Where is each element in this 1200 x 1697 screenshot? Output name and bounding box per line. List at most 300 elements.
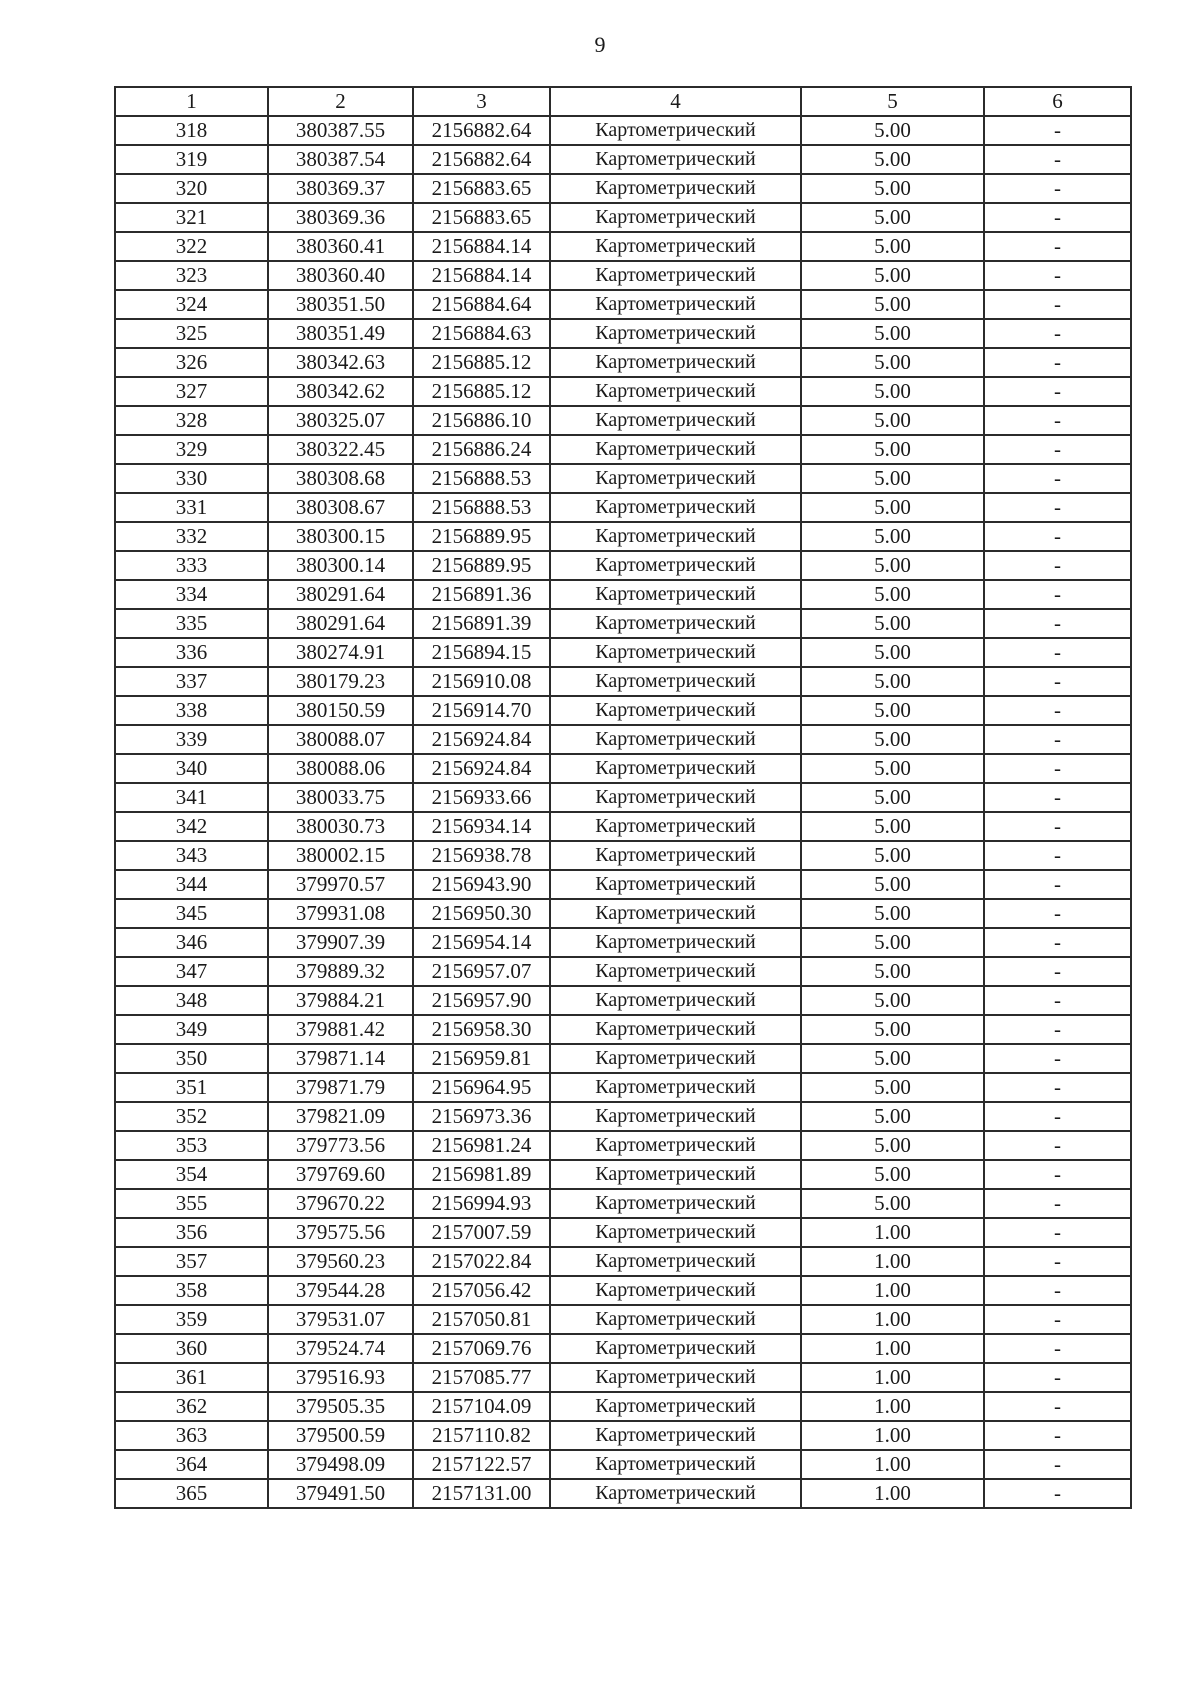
point-number-cell: 356 (115, 1218, 268, 1247)
x-coordinate-cell: 380369.37 (268, 174, 413, 203)
table-row (115, 1160, 1131, 1189)
method-cell: Картометрический (550, 203, 801, 232)
table-row (115, 899, 1131, 928)
point-number-cell: 337 (115, 667, 268, 696)
point-number-cell: 354 (115, 1160, 268, 1189)
table-row (115, 1247, 1131, 1276)
method-cell: Картометрический (550, 754, 801, 783)
coordinates-table (114, 86, 1132, 1509)
accuracy-cell: 5.00 (801, 957, 984, 986)
accuracy-cell: 5.00 (801, 841, 984, 870)
accuracy-cell: 5.00 (801, 667, 984, 696)
table-row (115, 203, 1131, 232)
x-coordinate-cell: 379907.39 (268, 928, 413, 957)
x-coordinate-cell: 379970.57 (268, 870, 413, 899)
x-coordinate-cell: 379881.42 (268, 1015, 413, 1044)
method-cell: Картометрический (550, 406, 801, 435)
table-row (115, 116, 1131, 145)
point-number-cell: 348 (115, 986, 268, 1015)
table-row (115, 1073, 1131, 1102)
x-coordinate-cell: 379516.93 (268, 1363, 413, 1392)
accuracy-cell: 5.00 (801, 1131, 984, 1160)
accuracy-cell: 1.00 (801, 1247, 984, 1276)
x-coordinate-cell: 379931.08 (268, 899, 413, 928)
table-body (115, 116, 1131, 1508)
table-row (115, 406, 1131, 435)
x-coordinate-cell: 380342.63 (268, 348, 413, 377)
description-cell: - (984, 1073, 1131, 1102)
point-number-cell: 323 (115, 261, 268, 290)
point-number-cell: 325 (115, 319, 268, 348)
accuracy-cell: 5.00 (801, 1102, 984, 1131)
y-coordinate-cell: 2156891.39 (413, 609, 550, 638)
table-row (115, 580, 1131, 609)
table-row (115, 725, 1131, 754)
point-number-cell: 339 (115, 725, 268, 754)
table-row (115, 667, 1131, 696)
y-coordinate-cell: 2156882.64 (413, 145, 550, 174)
x-coordinate-cell: 379498.09 (268, 1450, 413, 1479)
point-number-cell: 320 (115, 174, 268, 203)
table-row (115, 1334, 1131, 1363)
point-number-cell: 328 (115, 406, 268, 435)
table-row (115, 145, 1131, 174)
description-cell: - (984, 1421, 1131, 1450)
y-coordinate-cell: 2156964.95 (413, 1073, 550, 1102)
point-number-cell: 335 (115, 609, 268, 638)
description-cell: - (984, 493, 1131, 522)
accuracy-cell: 5.00 (801, 232, 984, 261)
y-coordinate-cell: 2156910.08 (413, 667, 550, 696)
point-number-cell: 349 (115, 1015, 268, 1044)
point-number-cell: 360 (115, 1334, 268, 1363)
method-cell: Картометрический (550, 1392, 801, 1421)
x-coordinate-cell: 380360.40 (268, 261, 413, 290)
y-coordinate-cell: 2156883.65 (413, 174, 550, 203)
accuracy-cell: 1.00 (801, 1218, 984, 1247)
point-number-cell: 326 (115, 348, 268, 377)
description-cell: - (984, 464, 1131, 493)
method-cell: Картометрический (550, 1363, 801, 1392)
x-coordinate-cell: 379871.79 (268, 1073, 413, 1102)
description-cell: - (984, 1334, 1131, 1363)
method-cell: Картометрический (550, 261, 801, 290)
y-coordinate-cell: 2156884.14 (413, 232, 550, 261)
x-coordinate-cell: 380342.62 (268, 377, 413, 406)
accuracy-cell: 5.00 (801, 638, 984, 667)
table-row (115, 522, 1131, 551)
method-cell: Картометрический (550, 1247, 801, 1276)
table-row (115, 928, 1131, 957)
method-cell: Картометрический (550, 145, 801, 174)
table-row (115, 1102, 1131, 1131)
method-cell: Картометрический (550, 638, 801, 667)
point-number-cell: 324 (115, 290, 268, 319)
table-row (115, 290, 1131, 319)
page-number: 9 (594, 32, 606, 57)
y-coordinate-cell: 2156891.36 (413, 580, 550, 609)
description-cell: - (984, 1015, 1131, 1044)
table-header (115, 87, 1131, 116)
x-coordinate-cell: 379773.56 (268, 1131, 413, 1160)
accuracy-cell: 5.00 (801, 783, 984, 812)
y-coordinate-cell: 2156884.63 (413, 319, 550, 348)
description-cell: - (984, 754, 1131, 783)
point-number-cell: 346 (115, 928, 268, 957)
point-number-cell: 351 (115, 1073, 268, 1102)
y-coordinate-cell: 2156883.65 (413, 203, 550, 232)
accuracy-cell: 5.00 (801, 812, 984, 841)
method-cell: Картометрический (550, 319, 801, 348)
x-coordinate-cell: 380033.75 (268, 783, 413, 812)
header-row (115, 87, 1131, 116)
description-cell: - (984, 145, 1131, 174)
method-cell: Картометрический (550, 174, 801, 203)
table-row (115, 696, 1131, 725)
y-coordinate-cell: 2156886.24 (413, 435, 550, 464)
point-number-cell: 322 (115, 232, 268, 261)
method-cell: Картометрический (550, 609, 801, 638)
accuracy-cell: 5.00 (801, 464, 984, 493)
y-coordinate-cell: 2157050.81 (413, 1305, 550, 1334)
description-cell: - (984, 986, 1131, 1015)
table-row (115, 1218, 1131, 1247)
point-number-cell: 353 (115, 1131, 268, 1160)
point-number-cell: 332 (115, 522, 268, 551)
description-cell: - (984, 174, 1131, 203)
y-coordinate-cell: 2156938.78 (413, 841, 550, 870)
point-number-cell: 347 (115, 957, 268, 986)
description-cell: - (984, 667, 1131, 696)
description-cell: - (984, 928, 1131, 957)
description-cell: - (984, 348, 1131, 377)
header-cell-1: 1 (115, 87, 268, 116)
x-coordinate-cell: 380369.36 (268, 203, 413, 232)
x-coordinate-cell: 380308.67 (268, 493, 413, 522)
accuracy-cell: 5.00 (801, 870, 984, 899)
y-coordinate-cell: 2156934.14 (413, 812, 550, 841)
method-cell: Картометрический (550, 377, 801, 406)
method-cell: Картометрический (550, 1189, 801, 1218)
method-cell: Картометрический (550, 812, 801, 841)
method-cell: Картометрический (550, 1073, 801, 1102)
accuracy-cell: 5.00 (801, 1189, 984, 1218)
description-cell: - (984, 116, 1131, 145)
description-cell: - (984, 638, 1131, 667)
header-cell-4: 4 (550, 87, 801, 116)
method-cell: Картометрический (550, 783, 801, 812)
description-cell: - (984, 812, 1131, 841)
x-coordinate-cell: 380291.64 (268, 580, 413, 609)
point-number-cell: 345 (115, 899, 268, 928)
x-coordinate-cell: 380088.06 (268, 754, 413, 783)
method-cell: Картометрический (550, 290, 801, 319)
y-coordinate-cell: 2157069.76 (413, 1334, 550, 1363)
method-cell: Картометрический (550, 1218, 801, 1247)
accuracy-cell: 5.00 (801, 493, 984, 522)
description-cell: - (984, 899, 1131, 928)
point-number-cell: 338 (115, 696, 268, 725)
point-number-cell: 319 (115, 145, 268, 174)
x-coordinate-cell: 380351.49 (268, 319, 413, 348)
method-cell: Картометрический (550, 116, 801, 145)
table-row (115, 1044, 1131, 1073)
y-coordinate-cell: 2156957.07 (413, 957, 550, 986)
point-number-cell: 343 (115, 841, 268, 870)
accuracy-cell: 5.00 (801, 986, 984, 1015)
table-row (115, 1015, 1131, 1044)
description-cell: - (984, 725, 1131, 754)
point-number-cell: 350 (115, 1044, 268, 1073)
point-number-cell: 344 (115, 870, 268, 899)
method-cell: Картометрический (550, 232, 801, 261)
description-cell: - (984, 609, 1131, 638)
accuracy-cell: 5.00 (801, 377, 984, 406)
point-number-cell: 331 (115, 493, 268, 522)
description-cell: - (984, 203, 1131, 232)
method-cell: Картометрический (550, 957, 801, 986)
y-coordinate-cell: 2157110.82 (413, 1421, 550, 1450)
description-cell: - (984, 1305, 1131, 1334)
description-cell: - (984, 377, 1131, 406)
accuracy-cell: 5.00 (801, 406, 984, 435)
x-coordinate-cell: 380360.41 (268, 232, 413, 261)
description-cell: - (984, 435, 1131, 464)
x-coordinate-cell: 379500.59 (268, 1421, 413, 1450)
table-row (115, 348, 1131, 377)
header-cell-2: 2 (268, 87, 413, 116)
x-coordinate-cell: 379575.56 (268, 1218, 413, 1247)
x-coordinate-cell: 379821.09 (268, 1102, 413, 1131)
description-cell: - (984, 232, 1131, 261)
table-row (115, 1450, 1131, 1479)
y-coordinate-cell: 2156888.53 (413, 464, 550, 493)
point-number-cell: 340 (115, 754, 268, 783)
x-coordinate-cell: 379889.32 (268, 957, 413, 986)
table-row (115, 174, 1131, 203)
point-number-cell: 352 (115, 1102, 268, 1131)
description-cell: - (984, 1479, 1131, 1508)
y-coordinate-cell: 2157007.59 (413, 1218, 550, 1247)
method-cell: Картометрический (550, 522, 801, 551)
accuracy-cell: 5.00 (801, 1073, 984, 1102)
method-cell: Картометрический (550, 1044, 801, 1073)
accuracy-cell: 5.00 (801, 203, 984, 232)
accuracy-cell: 5.00 (801, 725, 984, 754)
accuracy-cell: 1.00 (801, 1305, 984, 1334)
description-cell: - (984, 1276, 1131, 1305)
accuracy-cell: 5.00 (801, 174, 984, 203)
y-coordinate-cell: 2156885.12 (413, 377, 550, 406)
point-number-cell: 358 (115, 1276, 268, 1305)
accuracy-cell: 5.00 (801, 928, 984, 957)
table-row (115, 1189, 1131, 1218)
table-row (115, 1131, 1131, 1160)
method-cell: Картометрический (550, 1305, 801, 1334)
x-coordinate-cell: 379560.23 (268, 1247, 413, 1276)
method-cell: Картометрический (550, 1160, 801, 1189)
accuracy-cell: 5.00 (801, 116, 984, 145)
y-coordinate-cell: 2156973.36 (413, 1102, 550, 1131)
y-coordinate-cell: 2156933.66 (413, 783, 550, 812)
description-cell: - (984, 580, 1131, 609)
method-cell: Картометрический (550, 1276, 801, 1305)
y-coordinate-cell: 2156924.84 (413, 725, 550, 754)
method-cell: Картометрический (550, 928, 801, 957)
x-coordinate-cell: 379505.35 (268, 1392, 413, 1421)
accuracy-cell: 5.00 (801, 609, 984, 638)
method-cell: Картометрический (550, 1102, 801, 1131)
point-number-cell: 355 (115, 1189, 268, 1218)
point-number-cell: 321 (115, 203, 268, 232)
y-coordinate-cell: 2156889.95 (413, 551, 550, 580)
table-row (115, 464, 1131, 493)
accuracy-cell: 5.00 (801, 1044, 984, 1073)
x-coordinate-cell: 380387.54 (268, 145, 413, 174)
x-coordinate-cell: 379524.74 (268, 1334, 413, 1363)
table-row (115, 261, 1131, 290)
accuracy-cell: 5.00 (801, 290, 984, 319)
point-number-cell: 361 (115, 1363, 268, 1392)
y-coordinate-cell: 2156958.30 (413, 1015, 550, 1044)
method-cell: Картометрический (550, 580, 801, 609)
method-cell: Картометрический (550, 667, 801, 696)
y-coordinate-cell: 2156882.64 (413, 116, 550, 145)
accuracy-cell: 1.00 (801, 1363, 984, 1392)
accuracy-cell: 1.00 (801, 1334, 984, 1363)
description-cell: - (984, 1044, 1131, 1073)
table-row (115, 1305, 1131, 1334)
y-coordinate-cell: 2156981.89 (413, 1160, 550, 1189)
method-cell: Картометрический (550, 348, 801, 377)
accuracy-cell: 5.00 (801, 1160, 984, 1189)
table-row (115, 609, 1131, 638)
y-coordinate-cell: 2156888.53 (413, 493, 550, 522)
accuracy-cell: 5.00 (801, 348, 984, 377)
description-cell: - (984, 319, 1131, 348)
point-number-cell: 359 (115, 1305, 268, 1334)
y-coordinate-cell: 2157022.84 (413, 1247, 550, 1276)
x-coordinate-cell: 380291.64 (268, 609, 413, 638)
accuracy-cell: 5.00 (801, 522, 984, 551)
accuracy-cell: 5.00 (801, 754, 984, 783)
method-cell: Картометрический (550, 899, 801, 928)
x-coordinate-cell: 379531.07 (268, 1305, 413, 1334)
table-row (115, 1479, 1131, 1508)
point-number-cell: 365 (115, 1479, 268, 1508)
x-coordinate-cell: 380150.59 (268, 696, 413, 725)
table-row (115, 754, 1131, 783)
table-row (115, 783, 1131, 812)
y-coordinate-cell: 2157131.00 (413, 1479, 550, 1508)
method-cell: Картометрический (550, 1334, 801, 1363)
x-coordinate-cell: 379769.60 (268, 1160, 413, 1189)
header-cell-3: 3 (413, 87, 550, 116)
method-cell: Картометрический (550, 841, 801, 870)
description-cell: - (984, 870, 1131, 899)
x-coordinate-cell: 380274.91 (268, 638, 413, 667)
method-cell: Картометрический (550, 551, 801, 580)
method-cell: Картометрический (550, 986, 801, 1015)
description-cell: - (984, 551, 1131, 580)
point-number-cell: 341 (115, 783, 268, 812)
x-coordinate-cell: 380002.15 (268, 841, 413, 870)
x-coordinate-cell: 380387.55 (268, 116, 413, 145)
x-coordinate-cell: 380179.23 (268, 667, 413, 696)
y-coordinate-cell: 2156885.12 (413, 348, 550, 377)
accuracy-cell: 5.00 (801, 899, 984, 928)
description-cell: - (984, 522, 1131, 551)
point-number-cell: 330 (115, 464, 268, 493)
description-cell: - (984, 841, 1131, 870)
y-coordinate-cell: 2156884.14 (413, 261, 550, 290)
description-cell: - (984, 1131, 1131, 1160)
x-coordinate-cell: 380088.07 (268, 725, 413, 754)
table-row (115, 812, 1131, 841)
y-coordinate-cell: 2156924.84 (413, 754, 550, 783)
description-cell: - (984, 957, 1131, 986)
method-cell: Картометрический (550, 870, 801, 899)
table-row (115, 1276, 1131, 1305)
table-row (115, 232, 1131, 261)
x-coordinate-cell: 379670.22 (268, 1189, 413, 1218)
point-number-cell: 334 (115, 580, 268, 609)
method-cell: Картометрический (550, 1131, 801, 1160)
table-row (115, 841, 1131, 870)
accuracy-cell: 5.00 (801, 696, 984, 725)
accuracy-cell: 5.00 (801, 551, 984, 580)
method-cell: Картометрический (550, 1450, 801, 1479)
accuracy-cell: 1.00 (801, 1392, 984, 1421)
table-row (115, 551, 1131, 580)
description-cell: - (984, 1102, 1131, 1131)
x-coordinate-cell: 380322.45 (268, 435, 413, 464)
description-cell: - (984, 1218, 1131, 1247)
y-coordinate-cell: 2156981.24 (413, 1131, 550, 1160)
accuracy-cell: 5.00 (801, 319, 984, 348)
description-cell: - (984, 783, 1131, 812)
method-cell: Картометрический (550, 493, 801, 522)
table-row (115, 638, 1131, 667)
table-row (115, 493, 1131, 522)
method-cell: Картометрический (550, 1479, 801, 1508)
y-coordinate-cell: 2156957.90 (413, 986, 550, 1015)
y-coordinate-cell: 2156943.90 (413, 870, 550, 899)
y-coordinate-cell: 2157104.09 (413, 1392, 550, 1421)
description-cell: - (984, 1189, 1131, 1218)
accuracy-cell: 1.00 (801, 1479, 984, 1508)
accuracy-cell: 1.00 (801, 1450, 984, 1479)
accuracy-cell: 1.00 (801, 1421, 984, 1450)
point-number-cell: 327 (115, 377, 268, 406)
accuracy-cell: 5.00 (801, 1015, 984, 1044)
y-coordinate-cell: 2156950.30 (413, 899, 550, 928)
description-cell: - (984, 1363, 1131, 1392)
description-cell: - (984, 1247, 1131, 1276)
table-row (115, 1363, 1131, 1392)
description-cell: - (984, 1450, 1131, 1479)
point-number-cell: 318 (115, 116, 268, 145)
accuracy-cell: 5.00 (801, 580, 984, 609)
header-cell-6: 6 (984, 87, 1131, 116)
table-row (115, 870, 1131, 899)
point-number-cell: 357 (115, 1247, 268, 1276)
method-cell: Картометрический (550, 725, 801, 754)
x-coordinate-cell: 379491.50 (268, 1479, 413, 1508)
x-coordinate-cell: 379884.21 (268, 986, 413, 1015)
method-cell: Картометрический (550, 696, 801, 725)
table-row (115, 986, 1131, 1015)
